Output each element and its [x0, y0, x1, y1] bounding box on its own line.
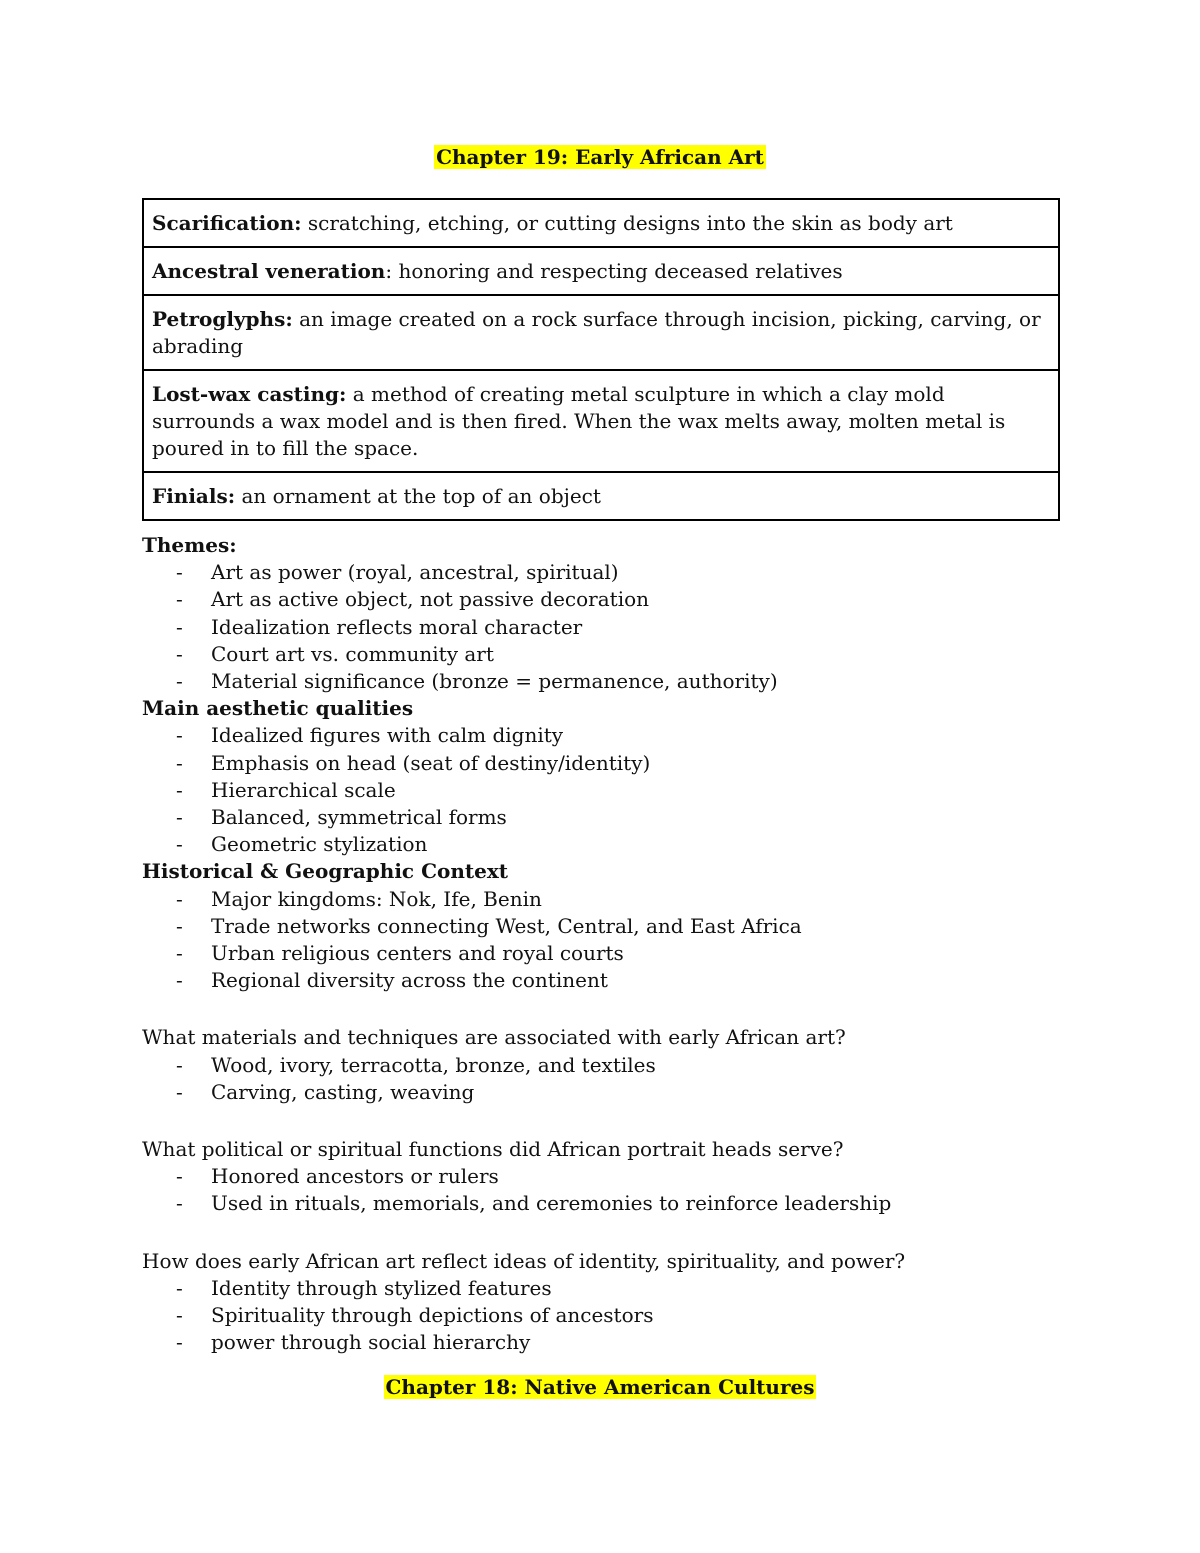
vocab-definition: a method of creating metal sculpture in which a clay mold surrounds a wax model and is then fired. When the wax melts away, molten metal is poured in to fill the space. — [152, 382, 1006, 460]
vocab-cell — [143, 295, 1059, 370]
list-item: - Material significance (bronze = permanence, authority) — [142, 668, 1102, 695]
vocab-definition: scratching, etching, or cutting designs into the skin as body art — [301, 211, 953, 235]
spacer — [142, 1106, 1102, 1136]
question-materials: What materials and techniques are associated with early African art? — [142, 1025, 846, 1050]
list-item: - Urban religious centers and royal courts — [142, 940, 1102, 967]
context-list — [142, 886, 1102, 995]
vocab-cell — [143, 472, 1059, 520]
list-item: - Art as power (royal, ancestral, spiritual) — [142, 559, 1102, 586]
vocab-cell — [143, 199, 1059, 247]
vocab-row — [143, 199, 1059, 247]
list-item: - Wood, ivory, terracotta, bronze, and textiles — [142, 1052, 1102, 1079]
spacer — [142, 994, 1102, 1024]
list-item: - Regional diversity across the continent — [142, 967, 1102, 994]
list-item: - Idealized figures with calm dignity — [142, 722, 1102, 749]
spacer — [142, 1218, 1102, 1248]
list-item: - Major kingdoms: Nok, Ife, Benin — [142, 886, 1102, 913]
list-item: - Balanced, symmetrical forms — [142, 804, 1102, 831]
themes-list — [142, 559, 1102, 695]
vocab-definition: an ornament at the top of an object — [235, 484, 601, 508]
answer-list — [142, 1163, 1102, 1217]
list-item: - Honored ancestors or rulers — [142, 1163, 1102, 1190]
list-item: - Emphasis on head (seat of destiny/identity) — [142, 750, 1102, 777]
vocab-definition: an image created on a rock surface through incision, picking, carving, or abrading — [152, 307, 1041, 358]
list-item: - Spirituality through depictions of ancestors — [142, 1302, 1102, 1329]
answer-list — [142, 1052, 1102, 1106]
vocab-term: Scarification: — [152, 211, 302, 235]
vocab-term: Lost-wax casting: — [152, 382, 347, 406]
chapter-18-title: Chapter 18: Native American Cultures — [385, 1375, 815, 1399]
vocab-cell — [143, 370, 1059, 472]
vocab-term: Petroglyphs: — [152, 307, 293, 331]
vocabulary-table — [142, 198, 1060, 521]
list-item: - Court art vs. community art — [142, 641, 1102, 668]
vocab-row — [143, 247, 1059, 295]
list-item: - Geometric stylization — [142, 831, 1102, 858]
question-portrait-heads: What political or spiritual functions did African portrait heads serve? — [142, 1137, 844, 1162]
notes-section — [142, 532, 1102, 1356]
list-item: - Hierarchical scale — [142, 777, 1102, 804]
section-heading-themes: Themes: — [142, 533, 237, 557]
section-heading-aesthetic: Main aesthetic qualities — [142, 696, 414, 721]
list-item: - Idealization reflects moral character — [142, 614, 1102, 641]
vocab-term: Ancestral veneration — [152, 259, 386, 283]
list-item: - power through social hierarchy — [142, 1329, 1102, 1356]
list-item: - Used in rituals, memorials, and ceremonies to reinforce leadership — [142, 1190, 1102, 1217]
question-identity: How does early African art reflect ideas of identity, spirituality, and power? — [142, 1248, 906, 1273]
section-heading-context: Historical & Geographic Context — [142, 859, 508, 884]
list-item: - Carving, casting, weaving — [142, 1079, 1102, 1106]
vocab-row — [143, 295, 1059, 370]
vocab-definition: : honoring and respecting deceased relatives — [385, 259, 843, 283]
answer-list — [142, 1275, 1102, 1357]
chapter-19-title: Chapter 19: Early African Art — [436, 145, 764, 169]
list-item: - Trade networks connecting West, Central, and East Africa — [142, 913, 1102, 940]
vocab-row — [143, 370, 1059, 472]
vocab-row — [143, 472, 1059, 520]
vocab-term: Finials: — [152, 484, 236, 508]
list-item: - Art as active object, not passive decoration — [142, 586, 1102, 613]
aesthetic-list — [142, 722, 1102, 858]
vocab-cell — [143, 247, 1059, 295]
list-item: - Identity through stylized features — [142, 1275, 1102, 1302]
